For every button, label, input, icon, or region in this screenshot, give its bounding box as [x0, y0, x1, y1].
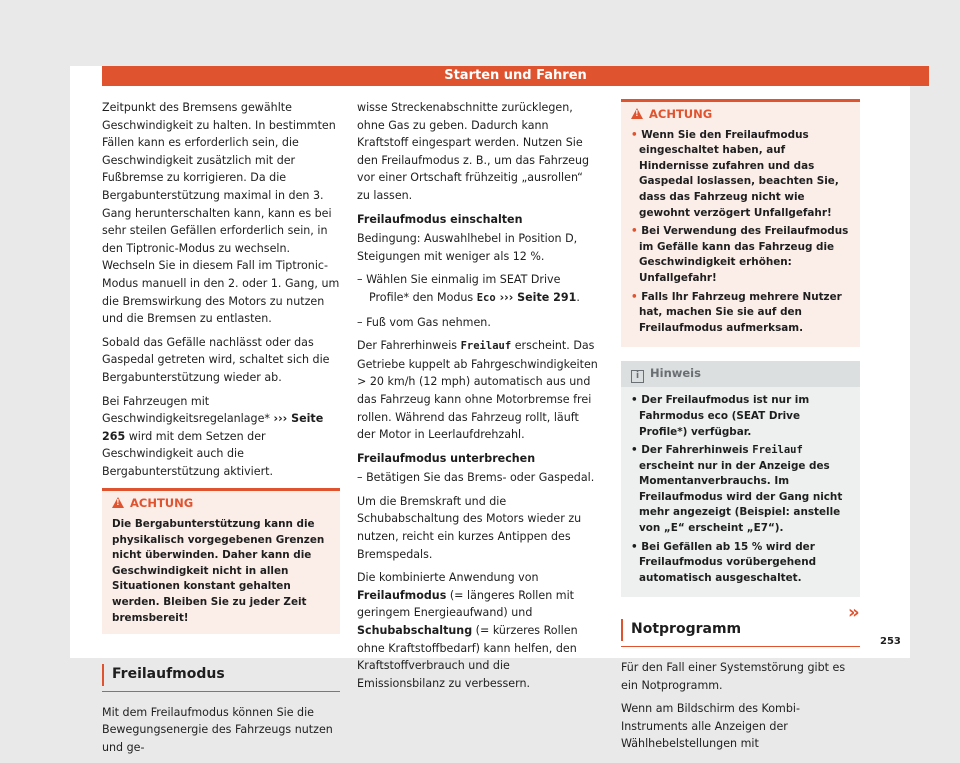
text: Falls Ihr Fahrzeug mehrere Nutzer hat, machen Sie sie auf den Freilaufmodus aufmerksam.	[639, 290, 842, 334]
bold-term: Freilaufmodus	[357, 588, 447, 602]
text: Der Fahrerhinweis	[357, 339, 461, 353]
warning-heading	[621, 102, 860, 126]
warning-box	[621, 99, 860, 347]
section-heading	[621, 619, 860, 641]
text: Bei Fahrzeugen mit Geschwindigkeitsregelanlage*	[102, 394, 274, 426]
warning-text: Die Bergabunterstützung kann die physikalisch vorgegebenen Grenzen nicht überwinden. Daher kann die Geschwindigkeit nicht in allen Situationen konstant gehalten werden. Bleiben Sie zu jeder Zeit bremsbereit!	[112, 518, 325, 624]
mode-label: Eco	[476, 291, 496, 304]
text: erscheint nur in der Anzeige des Momentanverbrauchs. Im Freilaufmodus wird der Gang nicht mehr angezeigt (Beispiel: anstelle von „E“ erscheint „E7“).	[639, 459, 843, 535]
subheading: Freilaufmodus einschalten	[357, 212, 523, 226]
paragraph: Mit dem Freilaufmodus können Sie die Bewegungsenergie des Fahrzeugs nutzen und ge-	[102, 705, 333, 754]
display-message: Freilauf	[752, 444, 803, 457]
text: Die kombinierte Anwendung von	[357, 571, 539, 585]
text: Der Freilaufmodus ist nur im Fahrmodus eco (SEAT Drive Profile*) verfügbar.	[639, 394, 810, 438]
step-item	[357, 271, 598, 307]
warning-item: • Wenn Sie den Freilaufmodus eingeschaltet haben, auf Hindernisse zufahren und das Gaspedal loslassen, beachten Sie, dass das Fahrzeug nicht wie gewohnt verzögert Unfallgefahr!	[631, 128, 839, 219]
text: (= kürzeres Rollen ohne Kraftstoffbedarf) kann helfen, den Kraftstoffverbrauch und die Emissionsbilanz zu verbessern.	[357, 624, 578, 690]
warning-title: ACHTUNG	[649, 107, 713, 121]
hint-item: • Bei Gefällen ab 15 % wird der Freilaufmodus vorübergehend automatisch ausgeschaltet.	[631, 540, 817, 584]
paragraph: Um die Bremskraft und die Schubabschaltung des Motors wieder zu nutzen, reicht ein kurzes Antippen des Bremspedals.	[357, 494, 582, 561]
warning-icon	[631, 108, 643, 119]
step-item: – Fuß vom Gas nehmen.	[357, 315, 491, 329]
paragraph: Zeitpunkt des Bremsens gewählte Geschwindigkeit zu halten. In bestimmten Fällen kann es erforderlich sein, die Geschwindigkeit zusätzlich mit der Fußbremse zu korrigieren. Da die Bergabunterstützung maximal in den 3. Gang herunterschalten kann, kann es bei sehr steilen Gefällen erforderlich sein, in den Tiptronic-Modus zu wechseln. Wechseln Sie in diesem Fall im Tiptronic-Modus manuell in den 2. oder 1. Gang, um die Bremswirkung des Motors zu nutzen und die Bremsen zu entlasten.	[102, 101, 340, 326]
hint-box	[621, 361, 860, 597]
text: Bei Verwendung des Freilaufmodus im Gefälle kann das Fahrzeug die Geschwindigkeit erhöhen: Unfallgefahr!	[639, 225, 849, 284]
manual-page	[70, 66, 910, 754]
text: Der Fahrerhinweis	[641, 444, 753, 457]
warning-heading	[102, 491, 340, 515]
text: (= längeres Rollen mit geringem Energieaufwand) und	[357, 588, 574, 620]
paragraph: Für den Fall einer Systemstörung gibt es ein Notprogramm.	[621, 661, 846, 692]
warning-box	[102, 488, 340, 634]
warning-item: • Falls Ihr Fahrzeug mehrere Nutzer hat, machen Sie sie auf den Freilaufmodus aufmerksam.	[631, 290, 842, 334]
subheading: Freilaufmodus unterbrechen	[357, 451, 536, 465]
text: – Wählen Sie einmalig im SEAT Drive Profile* den Modus	[357, 273, 561, 304]
column-right	[621, 99, 860, 759]
hint-heading	[621, 361, 860, 387]
info-icon: i	[631, 370, 644, 383]
section-title: Freilaufmodus	[112, 666, 225, 683]
hint-list	[621, 387, 860, 597]
page-header: Starten und Fahren	[102, 66, 929, 86]
warning-title: ACHTUNG	[130, 496, 194, 511]
warning-item: • Bei Verwendung des Freilaufmodus im Gefälle kann das Fahrzeug die Geschwindigkeit erhöhen: Unfallgefahr!	[631, 225, 849, 284]
paragraph: Bedingung: Auswahlhebel in Position D, Steigungen mit weniger als 12 %.	[357, 232, 578, 263]
text: wird mit dem Setzen der Geschwindigkeit auch die Bergabunterstützung aktiviert.	[102, 429, 274, 478]
bold-term: Schubabschaltung	[357, 624, 473, 638]
column-left	[102, 99, 340, 763]
warning-list	[621, 126, 860, 348]
display-message: Freilauf	[460, 340, 512, 353]
paragraph: Wenn am Bildschirm des Kombi-Instruments alle Anzeigen der Wählhebelstellungen mit	[621, 702, 800, 751]
page-reference-link[interactable]: ››› Seite 291	[495, 290, 577, 304]
section-heading	[102, 664, 340, 686]
section-rule	[102, 691, 340, 692]
paragraph: wisse Streckenabschnitte zurücklegen, ohne Gas zu geben. Dadurch kann Kraftstoff eingespart werden. Nutzen Sie den Freilaufmodus z. B., um das Fahrzeug vor einer Ortschaft frühzeitig „ausrollen“ zu lassen.	[357, 101, 590, 202]
text: .	[576, 290, 580, 304]
step-item: – Betätigen Sie das Brems- oder Gaspedal.	[357, 471, 595, 485]
hint-item: • Der Fahrerhinweis Freilauf erscheint nur in der Anzeige des Momentanverbrauchs. Im Freilaufmodus wird der Gang nicht mehr angezeigt (Beispiel: anstelle von „E“ erscheint „E7“).	[631, 444, 843, 535]
warning-icon	[112, 497, 124, 508]
continue-marker: »	[848, 602, 860, 623]
hint-item: • Der Freilaufmodus ist nur im Fahrmodus eco (SEAT Drive Profile*) verfügbar.	[631, 394, 810, 438]
paragraph: Sobald das Gefälle nachlässt oder das Gaspedal getreten wird, schaltet sich die Bergabunterstützung wieder ab.	[102, 335, 330, 384]
text: erscheint. Das Getriebe kuppelt ab Fahrgeschwindigkeiten > 20 km/h (12 mph) automatisch aus und das Fahrzeug kann ohne Motorbremse frei rollen. Während das Fahrzeug rollt, läuft der Motor in Leerlaufdrehzahl.	[357, 339, 598, 442]
paragraph	[102, 393, 340, 481]
page-reference-link[interactable]: ››› Seite 265	[102, 412, 324, 443]
section-rule	[621, 646, 860, 647]
text: Bei Gefällen ab 15 % wird der Freilaufmodus vorübergehend automatisch ausgeschaltet.	[639, 540, 817, 584]
paragraph	[357, 569, 598, 692]
section-title: Notprogramm	[631, 621, 742, 638]
column-middle	[357, 99, 598, 698]
page-number: 253	[880, 636, 901, 647]
hint-title: Hinweis	[650, 366, 701, 381]
text: Wenn Sie den Freilaufmodus eingeschaltet haben, auf Hindernisse zufahren und das Gaspedal loslassen, beachten Sie, dass das Fahrzeug nicht wie gewohnt verzögert Unfallgefahr!	[639, 128, 839, 219]
paragraph	[357, 337, 598, 444]
